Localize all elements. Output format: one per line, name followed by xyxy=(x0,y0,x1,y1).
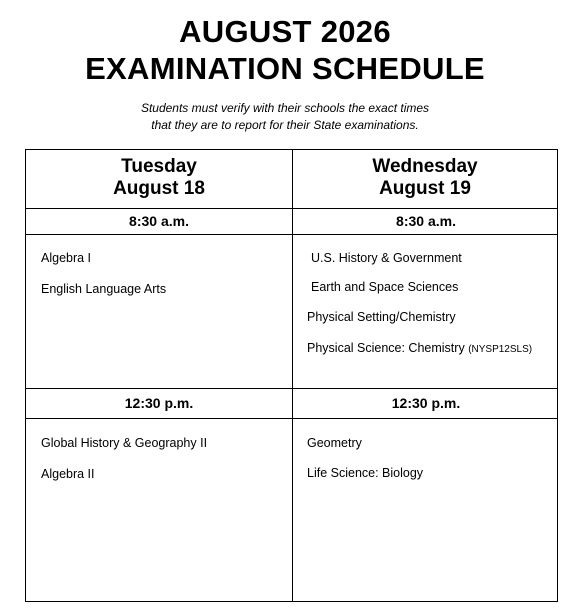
exam-item-with-code xyxy=(307,340,532,358)
day-date: August 19 xyxy=(379,178,471,199)
session-time-afternoon: 12:30 p.m. xyxy=(124,395,194,411)
exam-code: (NYSP12SLS) xyxy=(468,344,533,355)
exam-item: U.S. History & Government xyxy=(311,251,462,265)
row-divider xyxy=(26,388,557,389)
session-time-morning: 8:30 a.m. xyxy=(396,213,456,229)
exam-item: Algebra I xyxy=(41,251,92,265)
exam-item: English Language Arts xyxy=(41,282,167,296)
schedule-table xyxy=(25,149,558,602)
exam-item: Global History & Geography II xyxy=(41,436,208,450)
day-header-wednesday xyxy=(293,156,557,200)
instruction-line-1: Students must verify with their schools the exact times xyxy=(140,101,430,115)
exam-item: Algebra II xyxy=(41,467,95,481)
exam-item: Life Science: Biology xyxy=(307,466,424,480)
row-divider xyxy=(26,234,557,235)
row-divider xyxy=(26,418,557,419)
page-title-line-1: AUGUST 2026 xyxy=(179,14,391,49)
day-header-tuesday xyxy=(26,156,292,200)
exam-item: Earth and Space Sciences xyxy=(311,280,459,294)
day-weekday: Wednesday xyxy=(372,156,478,177)
exam-item: Geometry xyxy=(307,436,362,450)
day-date: August 18 xyxy=(113,178,205,199)
instruction-line-2: that they are to report for their State examinations. xyxy=(151,118,419,132)
session-time-afternoon: 12:30 p.m. xyxy=(391,395,461,411)
row-divider xyxy=(26,208,557,209)
session-time-morning: 8:30 a.m. xyxy=(129,213,189,229)
day-weekday: Tuesday xyxy=(121,156,197,177)
page-title-line-2: EXAMINATION SCHEDULE xyxy=(85,51,485,86)
exam-name: Physical Science: Chemistry xyxy=(307,341,465,355)
exam-item: Physical Setting/Chemistry xyxy=(307,310,456,324)
